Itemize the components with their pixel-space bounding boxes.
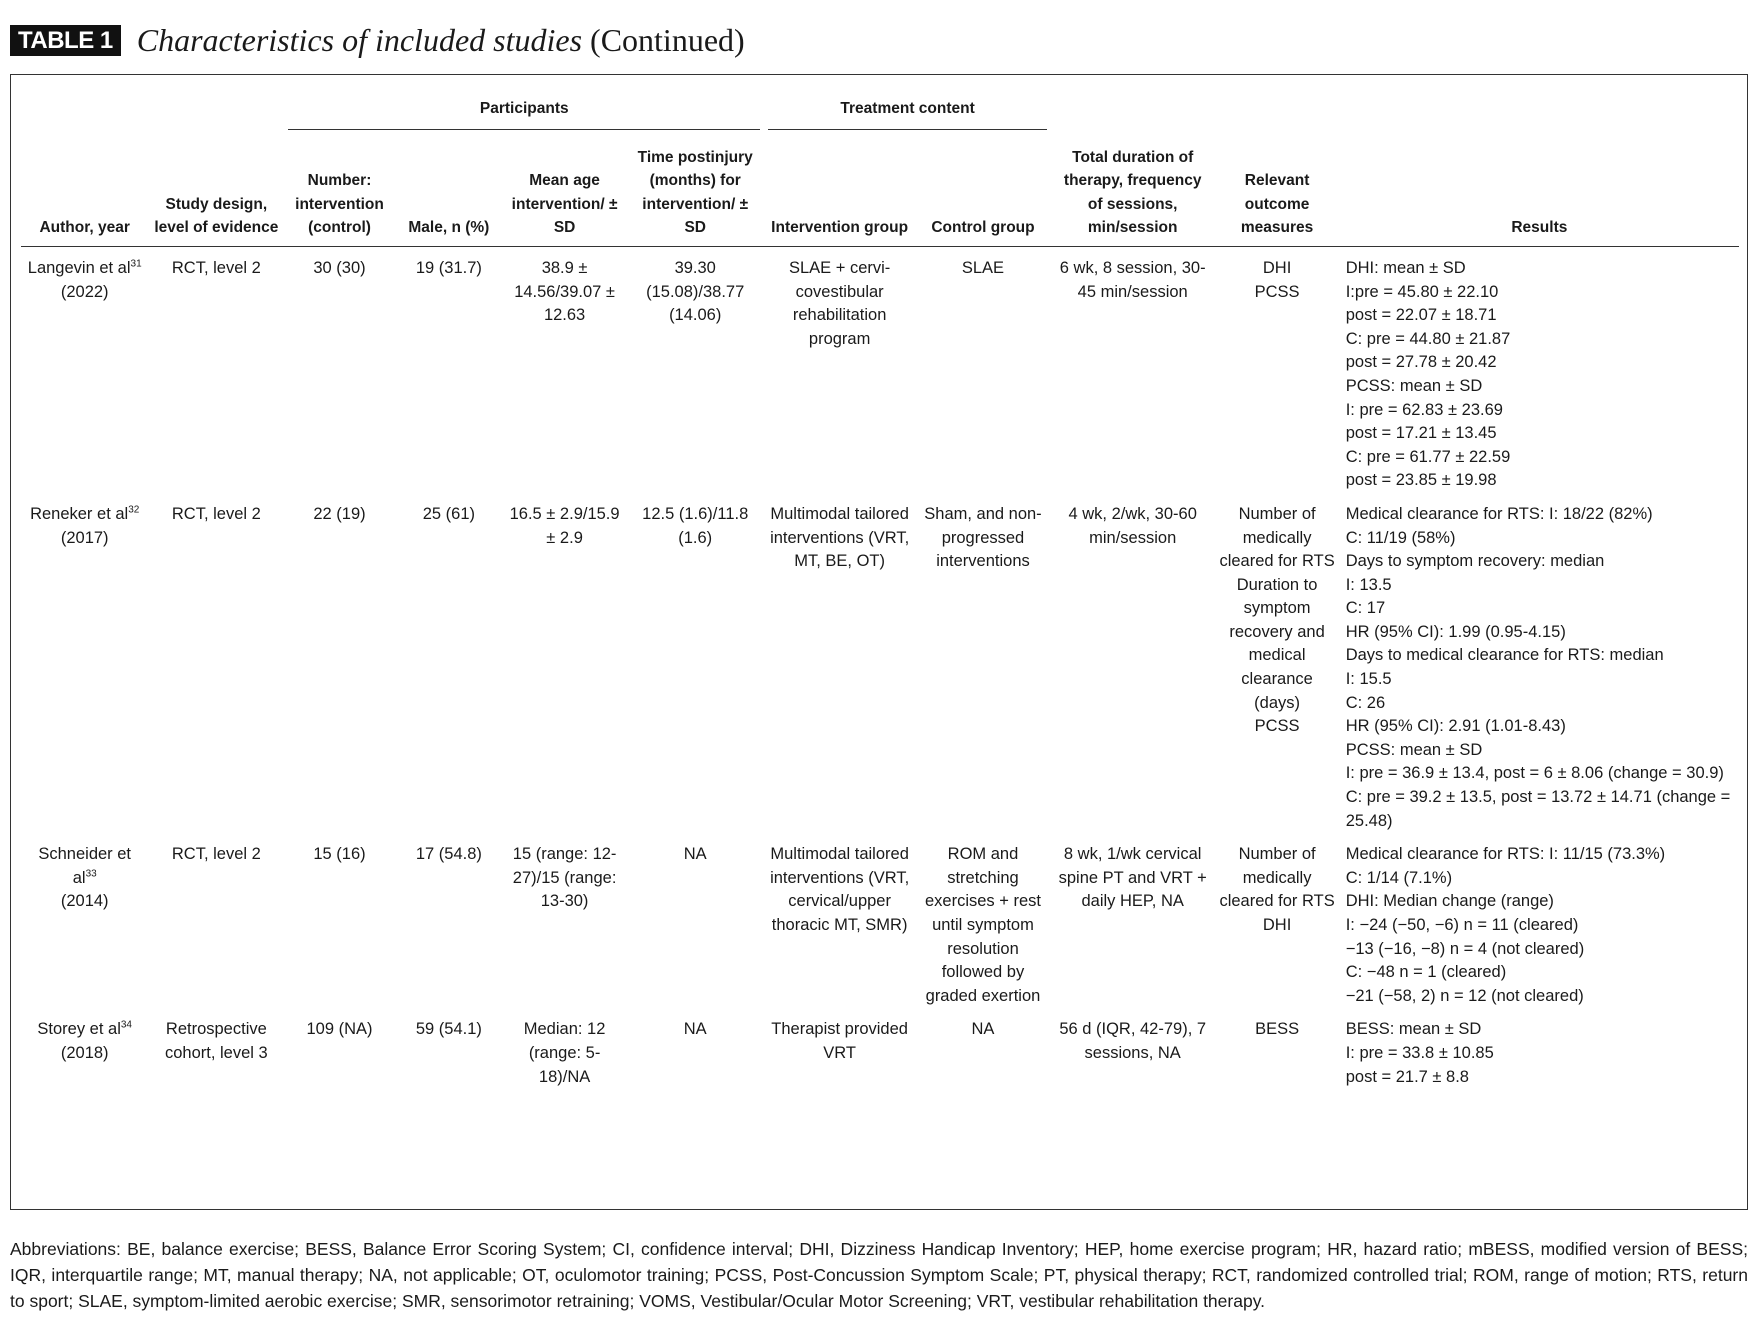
participants-group-header: Participants — [284, 89, 764, 138]
cell-age: 38.9 ± 14.56/39.07 ± 12.63 — [514, 258, 615, 325]
col-results: Results — [1340, 138, 1739, 247]
table-heading — [10, 18, 1750, 62]
cell-design: RCT, level 2 — [171, 845, 261, 864]
cell-duration: 8 wk, 1/wk cervical spine PT and VRT + daily HEP, NA — [1058, 845, 1207, 911]
result-line: Medical clearance for RTS: I: 18/22 (82%) — [1345, 504, 1653, 523]
result-line: C: 1/14 (7.1%) — [1345, 868, 1453, 887]
group-header-row — [21, 89, 1739, 138]
table-row — [21, 833, 1739, 1008]
result-line: −21 (−58, 2) n = 12 (not cleared) — [1345, 986, 1584, 1005]
treatment-group-header: Treatment content — [764, 89, 1051, 138]
result-line: I: 13.5 — [1345, 575, 1392, 594]
cell-outcomes — [1214, 1008, 1339, 1089]
outcome-measure: DHI — [1262, 916, 1292, 934]
reference-number: 32 — [128, 504, 140, 516]
result-line: post = 23.85 ± 19.98 — [1345, 471, 1497, 490]
col-age: Mean age intervention/ ± SD — [503, 138, 626, 247]
cell-author: Reneker et $al^{32}$ (2017) — [30, 504, 140, 547]
cell-male: 25 (61) — [422, 504, 475, 523]
result-line: C: pre = 44.80 ± 21.87 — [1345, 329, 1511, 348]
outcome-measure: DHI — [1262, 258, 1292, 277]
cell-control: SLAE — [961, 258, 1005, 277]
abbreviations-footnote: Abbreviations: BE, balance exercise; BESS, Balance Error Scoring System; CI, confidence interval; DHI, Dizziness Handicap Inventory; HEP, home exercise program; HR, hazard ratio; mBESS, modified version of BESS; IQR, interquartile range; MT, manual therapy; NA, not applicable; OT, oculomotor training; PCSS, Post-Concussion Symptom Scale; PT, physical therapy; RCT, randomized controlled trial; ROM, range of motion; RTS, return to sport; SLAE, symptom-limited aerobic exercise; SMR, sensorimotor retraining; VOMS, Vestibular/Ocular Motor Screening; VRT, vestibular rehabilitation therapy. — [10, 1239, 1748, 1311]
studies-table — [21, 89, 1739, 1089]
cell-design: RCT, level 2 — [171, 258, 261, 277]
result-line: post = 17.21 ± 13.45 — [1345, 424, 1497, 443]
cell-male: 17 (54.8) — [415, 845, 482, 864]
outcome-measure: PCSS — [1254, 717, 1300, 736]
result-line: I: pre = 33.8 ± 10.85 — [1345, 1043, 1494, 1062]
table-row — [21, 246, 1739, 492]
table-title — [137, 20, 745, 60]
result-line: C: pre = 61.77 ± 22.59 — [1345, 447, 1511, 466]
cell-duration: 4 wk, 2/wk, 30-60 min/session — [1068, 504, 1197, 547]
col-time: Time postinjury (months) for intervention/ ± SD — [626, 138, 764, 247]
cell-age: 16.5 ± 2.9/15.9 ± 2.9 — [509, 504, 620, 547]
cell-author: Langevin et $al^{31}$ (2022) — [27, 258, 142, 301]
result-line: C: pre = 39.2 ± 13.5, post = 13.72 ± 14.71 (change = 25.48) — [1345, 788, 1731, 830]
result-line: HR (95% CI): 2.91 (1.01-8.43) — [1345, 717, 1566, 736]
col-outcomes: Relevant outcome measures — [1214, 138, 1339, 247]
column-header-row — [21, 138, 1739, 247]
cell-outcomes — [1214, 246, 1339, 492]
cell-control: Sham, and non-progressed interventions — [924, 504, 1042, 571]
cell-results — [1340, 1008, 1739, 1089]
cell-number: 30 (30) — [313, 258, 366, 277]
cell-time: NA — [683, 1020, 707, 1039]
cell-outcomes — [1214, 833, 1339, 1008]
result-line: I: −24 (−50, −6) n = 11 (cleared) — [1345, 916, 1579, 934]
result-line: C: 26 — [1345, 693, 1386, 712]
outcome-measure: Number of medically cleared for RTS — [1219, 504, 1335, 571]
cell-time: NA — [683, 845, 707, 864]
cell-design: RCT, level 2 — [171, 504, 261, 523]
outcome-measure: PCSS — [1254, 282, 1300, 301]
outcome-measure: Number of medically cleared for RTS — [1219, 845, 1335, 911]
result-line: I: 15.5 — [1345, 670, 1392, 689]
col-duration: Total duration of therapy, frequency of sessions, min/session — [1051, 138, 1215, 247]
cell-results — [1340, 246, 1739, 492]
cell-intervention: Multimodal tailored interventions (VRT, cervical/upper thoracic MT, SMR) — [770, 845, 910, 934]
result-line: Days to symptom recovery: median — [1345, 552, 1605, 571]
result-line: C: 11/19 (58%) — [1345, 528, 1456, 547]
cell-number: 22 (19) — [313, 504, 366, 523]
reference-number: 31 — [130, 258, 142, 270]
col-intervention: Intervention group — [764, 138, 915, 247]
cell-intervention: Multimodal tailored interventions (VRT, MT, BE, OT) — [770, 504, 910, 571]
col-male: Male, n (%) — [395, 138, 503, 247]
table-label: TABLE 1 — [10, 25, 121, 56]
cell-control: NA — [971, 1020, 995, 1039]
reference-number: 34 — [120, 1019, 132, 1031]
result-line: I: pre = 62.83 ± 23.69 — [1345, 400, 1503, 419]
cell-age: 15 (range: 12-27)/15 (range: 13-30) — [512, 845, 617, 911]
cell-age: Median: 12 (range: 5-18)/NA — [523, 1020, 606, 1086]
result-line: Medical clearance for RTS: I: 11/15 (73.3%) — [1345, 845, 1666, 864]
col-control: Control group — [915, 138, 1051, 247]
table-title-suffix: (Continued) — [590, 22, 745, 58]
table-body — [21, 246, 1739, 1089]
cell-number: 109 (NA) — [306, 1020, 373, 1039]
result-line: HR (95% CI): 1.99 (0.95-4.15) — [1345, 622, 1566, 641]
table-row — [21, 493, 1739, 833]
cell-outcomes — [1214, 493, 1339, 833]
cell-author: Storey et $al^{34}$ (2018) — [37, 1019, 132, 1062]
result-line: DHI: Median change (range) — [1345, 892, 1554, 911]
table-row — [21, 1008, 1739, 1089]
result-line: Days to medical clearance for RTS: median — [1345, 646, 1664, 665]
result-line: −13 (−16, −8) n = 4 (not cleared) — [1345, 939, 1585, 958]
result-line: PCSS: mean ± SD — [1345, 376, 1483, 395]
result-line: post = 21.7 ± 8.8 — [1345, 1067, 1469, 1086]
col-design: Study design, level of evidence — [148, 138, 284, 247]
table-title-main: Characteristics of included studies — [136, 22, 583, 58]
cell-duration: 6 wk, 8 session, 30-45 min/session — [1059, 258, 1206, 301]
outcome-measure: Duration to symptom recovery and medical clearance (days) — [1229, 575, 1325, 712]
cell-author: Schneider et $al^{33}$ (2014) — [38, 845, 132, 911]
cell-results — [1340, 833, 1739, 1008]
result-line: C: −48 n = 1 (cleared) — [1345, 963, 1507, 982]
result-line: DHI: mean ± SD — [1345, 258, 1466, 277]
result-line: I:pre = 45.80 ± 22.10 — [1345, 282, 1499, 301]
cell-time: 39.30 (15.08)/38.77 (14.06) — [646, 258, 745, 325]
outcome-measure: BESS — [1255, 1020, 1300, 1039]
result-line: I: pre = 36.9 ± 13.4, post = 6 ± 8.06 (change = 30.9) — [1345, 764, 1724, 783]
cell-number: 15 (16) — [313, 845, 366, 864]
cell-male: 59 (54.1) — [415, 1020, 482, 1039]
cell-control: ROM and stretching exercises + rest until symptom resolution followed by graded exertion — [924, 845, 1041, 1005]
cell-design: Retrospective cohort, level 3 — [164, 1020, 268, 1062]
result-line: post = 22.07 ± 18.71 — [1345, 306, 1497, 325]
result-line: C: 17 — [1345, 599, 1386, 618]
page — [10, 18, 1750, 1311]
result-line: BESS: mean ± SD — [1345, 1020, 1482, 1039]
cell-time: 12.5 (1.6)/11.8 (1.6) — [642, 504, 749, 547]
cell-male: 19 (31.7) — [415, 258, 482, 277]
cell-results — [1340, 493, 1739, 833]
cell-duration: 56 d (IQR, 42-79), 7 sessions, NA — [1059, 1020, 1207, 1062]
cell-intervention: SLAE + cervi-covestibular rehabilitation program — [788, 258, 891, 348]
cell-intervention: Therapist provided VRT — [771, 1020, 908, 1062]
col-number: Number: intervention (control) — [284, 138, 394, 247]
reference-number: 33 — [85, 868, 97, 880]
table-frame — [10, 74, 1748, 1210]
result-line: PCSS: mean ± SD — [1345, 740, 1483, 759]
col-author: Author, year — [21, 138, 148, 247]
result-line: post = 27.78 ± 20.42 — [1345, 353, 1497, 372]
